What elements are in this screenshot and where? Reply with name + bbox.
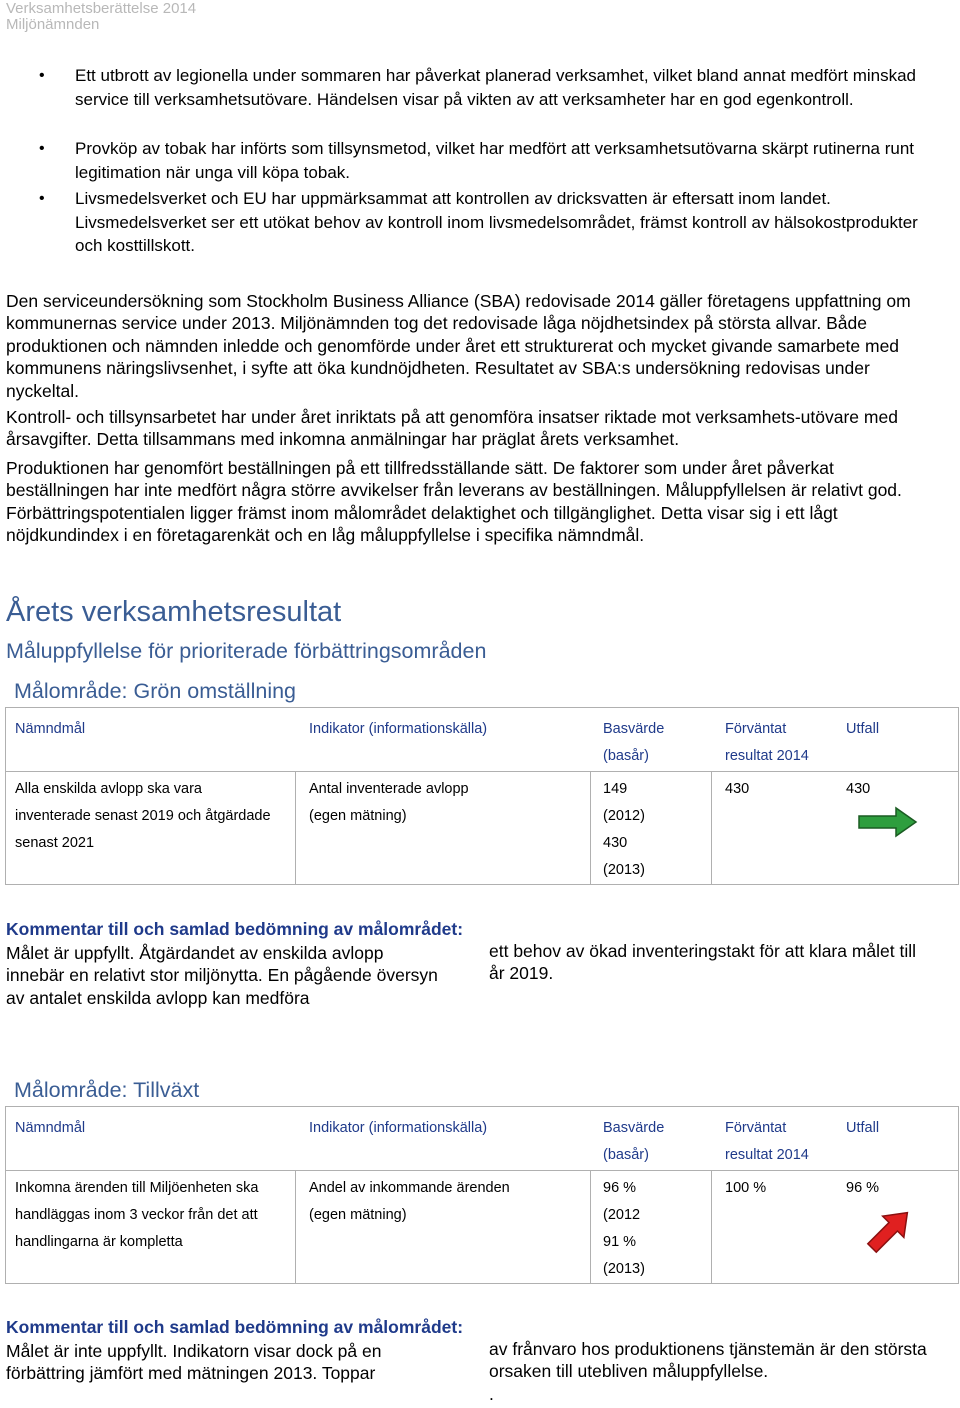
doc-header-title: Verksamhetsberättelse 2014 — [6, 0, 197, 17]
paragraph-sba: Den serviceundersökning som Stockholm Business Alliance (SBA) redovisade 2014 gäller företagens uppfattning om kommunernas service under 2013. Miljönämnden tog det redovisade låga nöjdhetsindex på största allvar. Både produktionen och nämnden inledde och genomförde under året ett strukturerat och mycket givande samarbete med kommunens näringslivsenhet, i syfte att öka kundnöjdheten. Resultatet av SBA:s undersökning redovisas under nyckeltal. — [6, 291, 911, 401]
doc-header-subtitle: Miljönämnden — [6, 16, 100, 33]
subsection-title: Måluppfyllelse för prioriterade förbättringsområden — [6, 639, 487, 663]
header-basvarde: Basvärde (basår) — [603, 721, 665, 764]
header-forvantat: Förväntat resultat 2014 — [725, 721, 809, 764]
bullet-text: Ett utbrott av legionella under sommaren har påverkat planerad verksamhet, vilket bland annat medfört minskad service till verksamhetsutövare. Händelsen visar på vikten av att verksamheter har en god egenkontroll. — [75, 66, 917, 109]
header-namndmal: Nämndmål — [15, 1120, 86, 1136]
comment-left-column: Målet är uppfyllt. Åtgärdandet av enskilda avlopp innebär en relativt stor miljönytta. En pågående översyn av antalet enskilda avlopp kan medföra — [6, 943, 438, 1008]
goal-table-tillvaxt — [5, 1106, 959, 1284]
comment-trailing-dot: . — [489, 1384, 494, 1404]
trend-arrow-right-icon — [858, 806, 918, 838]
header-forvantat: Förväntat resultat 2014 — [725, 1120, 809, 1163]
goal-table-gron — [5, 707, 959, 885]
header-utfall: Utfall — [846, 1120, 880, 1136]
comment-heading: Kommentar till och samlad bedömning av målområdet: — [6, 919, 464, 939]
comment-heading: Kommentar till och samlad bedömning av målområdet: — [6, 1317, 464, 1337]
bullet-text: Provköp av tobak har införts som tillsynsmetod, vilket har medfört att verksamhetsutövarna skärpt rutinerna runt legitimation när unga vill köpa tobak. — [75, 139, 915, 182]
base-value: 149 (2012) 430 (2013) — [603, 781, 645, 878]
trend-arrow-up-right-icon — [861, 1203, 917, 1259]
header-indikator: Indikator (informationskälla) — [309, 721, 488, 737]
paragraph-production: Produktionen har genomfört beställningen på ett tillfredsställande sätt. De faktorer som under året påverkat beställningen har inte medfört några större avvikelser från leverans av beställningen. Måluppfyllelsen är relativt god. Förbättringspotentialen ligger främst inom målområdet delaktighet och tillgänglighet. Detta visar sig i ett lågt nöjdkundindex i en företagarenkät och en låg måluppfyllelse i specifika nämndmål. — [6, 458, 902, 546]
bullet-text: Livsmedelsverket och EU har uppmärksammat att kontrollen av dricksvatten är eftersatt inom landet. Livsmedelsverket ser ett utökat behov av kontroll inom livsmedelsområdet, främst kontroll av hälsokostprodukter och kosttillskott. — [75, 189, 918, 255]
bullet-dot-icon: • — [39, 140, 45, 157]
comment-right-column: ett behov av ökad inventeringstakt för att klara målet till år 2019. — [489, 941, 917, 984]
header-namndmal: Nämndmål — [15, 721, 86, 737]
header-utfall: Utfall — [846, 721, 880, 737]
paragraph-control: Kontroll- och tillsynsarbetet har under året inriktats på att genomföra insatser riktade mot verksamhets-utövare med årsavgifter. Detta tillsammans med inkomna anmälningar har präglat årets verksamhet. — [6, 407, 898, 450]
comment-right-column: av frånvaro hos produktionens tjänstemän är den största orsaken till utebliven måluppfyllelse. — [489, 1339, 927, 1382]
goal-text: Alla enskilda avlopp ska vara inventerade senast 2019 och åtgärdade senast 2021 — [15, 781, 271, 851]
expected-value: 430 — [725, 781, 750, 797]
area-title-gron-omstallning: Målområde: Grön omställning — [14, 679, 297, 703]
header-indikator: Indikator (informationskälla) — [309, 1120, 488, 1136]
bullet-item — [39, 64, 935, 111]
expected-value: 100 % — [725, 1180, 767, 1196]
header-basvarde: Basvärde (basår) — [603, 1120, 665, 1163]
bullet-item — [39, 137, 935, 184]
outcome-value: 96 % — [846, 1180, 880, 1196]
bullet-dot-icon: • — [39, 190, 45, 207]
indicator-text: Andel av inkommande ärenden (egen mätning) — [309, 1180, 510, 1223]
base-value: 96 % (2012 91 % (2013) — [603, 1180, 645, 1277]
bullet-dot-icon: • — [39, 67, 45, 84]
indicator-text: Antal inventerade avlopp (egen mätning) — [309, 781, 469, 824]
comment-left-column: Målet är inte uppfyllt. Indikatorn visar dock på en förbättring jämfört med mätningen 2013. Toppar — [6, 1341, 382, 1384]
bullet-item — [39, 187, 935, 258]
area-title-tillvaxt: Målområde: Tillväxt — [14, 1078, 200, 1102]
section-title: Årets verksamhetsresultat — [6, 596, 342, 628]
goal-text: Inkomna ärenden till Miljöenheten ska handläggas inom 3 veckor från det att handlingarna är kompletta — [15, 1180, 259, 1250]
outcome-value: 430 — [846, 781, 871, 797]
